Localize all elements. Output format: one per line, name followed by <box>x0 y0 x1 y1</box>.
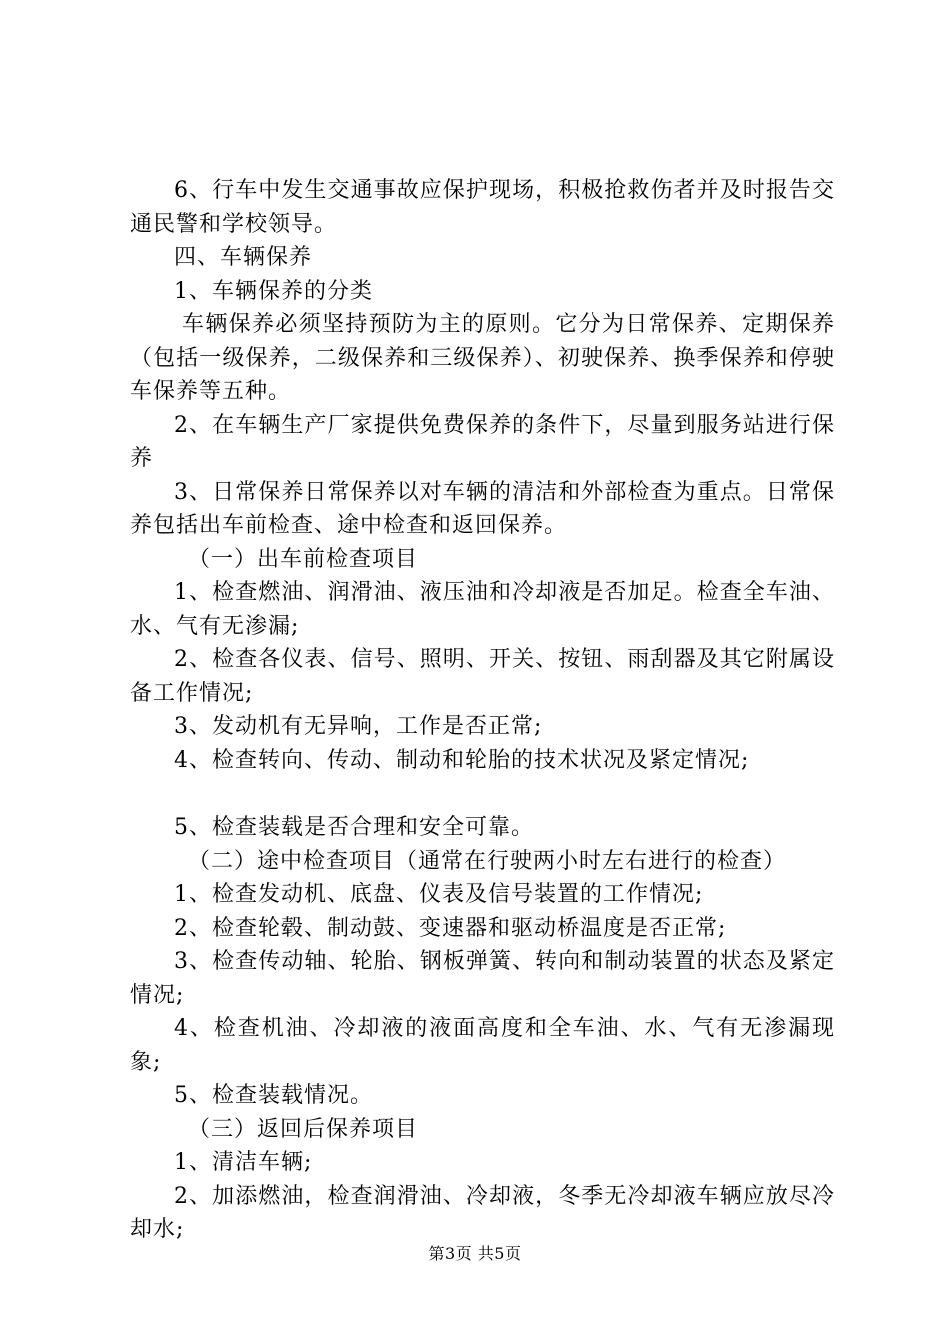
list-item-post-return-1: 1、清洁车辆; <box>174 1150 313 1175</box>
page-number-footer: 第3页 共5页 <box>428 1244 522 1263</box>
list-item-en-route-1: 1、检查发动机、底盘、仪表及信号装置的工作情况; <box>174 882 704 907</box>
list-item-pre-departure-5: 5、检查装载是否合理和安全可靠。 <box>174 815 534 840</box>
list-item-pre-departure-3: 3、发动机有无异响，工作是否正常; <box>174 714 543 739</box>
list-item-en-route-3: 3、检查传动轴、轮胎、钢板弹簧、转向和制动装置的状态及紧定情况; <box>130 949 835 1008</box>
paragraph-daily-maintenance: 3、日常保养日常保养以对车辆的清洁和外部检查为重点。日常保养包括出车前检查、途中检查和返回保养。 <box>130 479 835 538</box>
paragraph-accident: 6、行车中发生交通事故应保护现场，积极抢救伤者并及时报告交通民警和学校领导。 <box>130 178 835 237</box>
list-item-en-route-5: 5、检查装载情况。 <box>174 1083 373 1108</box>
paragraph-maintenance-types: 车辆保养必须坚持预防为主的原则。它分为日常保养、定期保养（包括一级保养，二级保养和三级保养）、初驶保养、换季保养和停驶车保养等五种。 <box>130 312 835 404</box>
blank-line <box>130 777 835 811</box>
list-item-en-route-2: 2、检查轮毂、制动鼓、变速器和驱动桥温度是否正常; <box>174 915 727 941</box>
heading-en-route-check: （二）途中检查项目（通常在行驶两小时左右进行的检查） <box>188 848 787 874</box>
document-body <box>130 174 835 1247</box>
list-item-en-route-4: 4、检查机油、冷却液的液面高度和全车油、水、气有无渗漏现象; <box>130 1016 835 1075</box>
list-item-pre-departure-2: 2、检查各仪表、信号、照明、开关、按钮、雨刮器及其它附属设备工作情况; <box>130 647 835 706</box>
heading-maintenance-classification: 1、车辆保养的分类 <box>174 278 373 304</box>
list-item-pre-departure-1: 1、检查燃油、润滑油、液压油和冷却液是否加足。检查全车油、水、气有无渗漏; <box>130 580 835 639</box>
paragraph-free-maintenance: 2、在车辆生产厂家提供免费保养的条件下，尽量到服务站进行保养 <box>130 412 835 471</box>
list-item-post-return-2: 2、加添燃油，检查润滑油、冷却液，冬季无冷却液车辆应放尽冷却水; <box>130 1183 835 1242</box>
list-item-pre-departure-4: 4、检查转向、传动、制动和轮胎的技术状况及紧定情况; <box>174 747 750 773</box>
heading-vehicle-maintenance: 四、车辆保养 <box>174 245 313 270</box>
heading-post-return-maintenance: （三）返回后保养项目 <box>188 1116 419 1142</box>
heading-pre-departure-check: （一）出车前检查项目 <box>188 546 419 572</box>
